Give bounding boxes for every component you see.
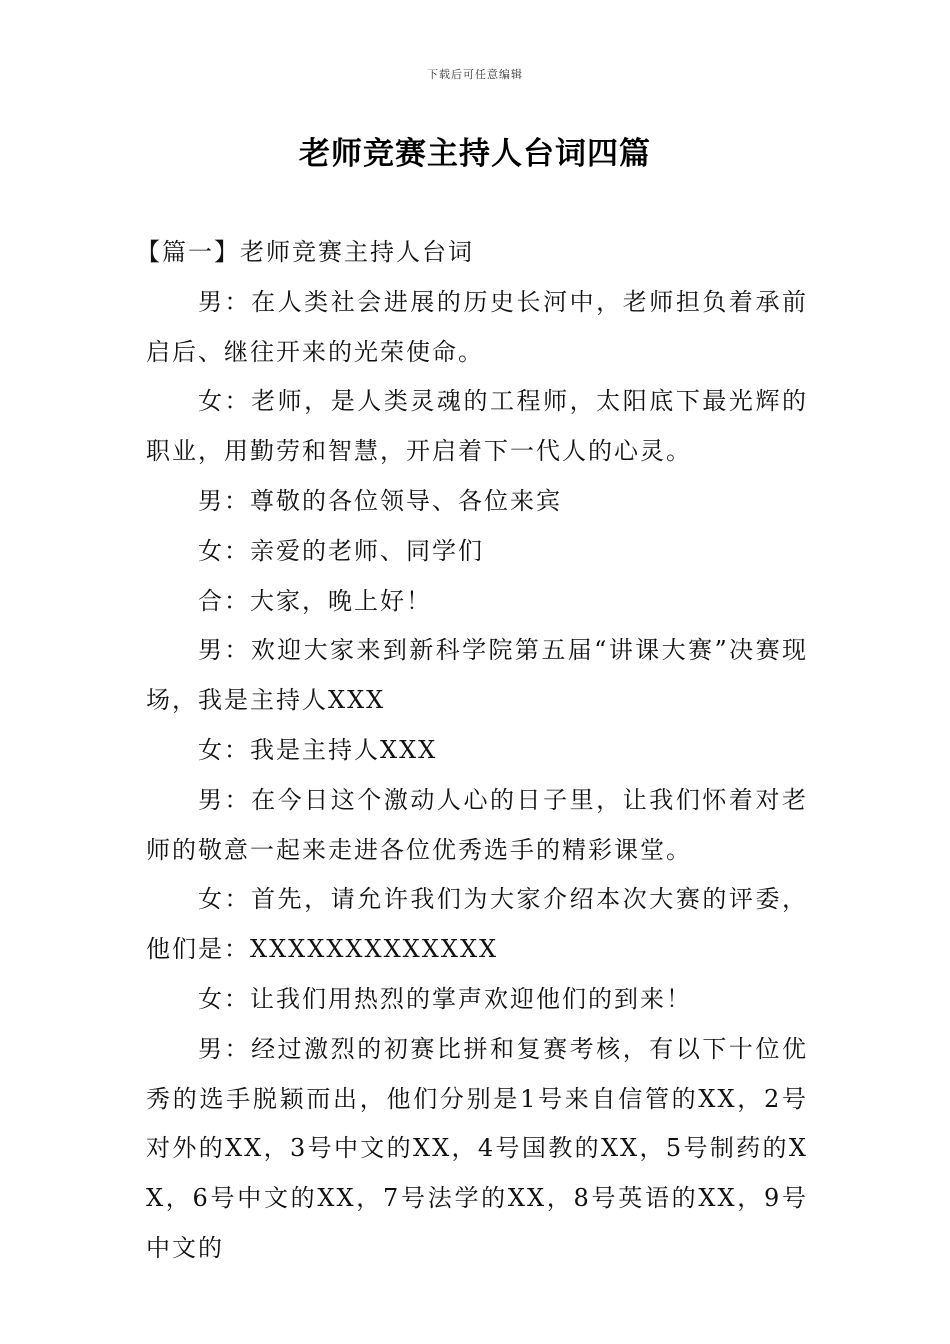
dialogue-paragraph: 男：在今日这个激动人心的日子里，让我们怀着对老师的敬意一起来走进各位优秀选手的精彩课堂。 <box>146 785 808 864</box>
dialogue-paragraph: 女：我是主持人XXX <box>198 735 438 764</box>
header-note: 下载后可任意编辑 <box>427 68 523 81</box>
dialogue-paragraph: 男：尊敬的各位领导、各位来宾 <box>198 486 562 515</box>
dialogue-paragraph: 女：首先，请允许我们为大家介绍本次大赛的评委，他们是：XXXXXXXXXXXXX <box>146 885 808 964</box>
dialogue-paragraph: 女：老师，是人类灵魂的工程师，太阳底下最光辉的职业，用勤劳和智慧，开启着下一代人的心灵。 <box>146 387 808 466</box>
dialogue-paragraph: 女：让我们用热烈的掌声欢迎他们的到来！ <box>198 984 692 1013</box>
dialogue-paragraph: 男：在人类社会进展的历史长河中，老师担负着承前启后、继往开来的光荣使命。 <box>146 287 808 366</box>
document-body <box>136 228 808 1274</box>
section-heading: 【篇一】老师竞赛主持人台词 <box>136 238 474 266</box>
dialogue-paragraph: 女：亲爱的老师、同学们 <box>198 536 484 565</box>
dialogue-paragraph: 合：大家，晚上好！ <box>198 586 432 615</box>
dialogue-paragraph: 男：经过激烈的初赛比拼和复赛考核，有以下十位优秀的选手脱颖而出，他们分别是1号来自信管的XX，2号对外的XX，3号中文的XX，4号国教的XX，5号制药的XX，6号中文的XX，7号法学的XX，8号英语的XX，9号中文的 <box>146 1034 808 1262</box>
dialogue-paragraph: 男：欢迎大家来到新科学院第五届“讲课大赛”决赛现场，我是主持人XXX <box>146 636 808 715</box>
document-title: 老师竞赛主持人台词四篇 <box>299 136 651 172</box>
